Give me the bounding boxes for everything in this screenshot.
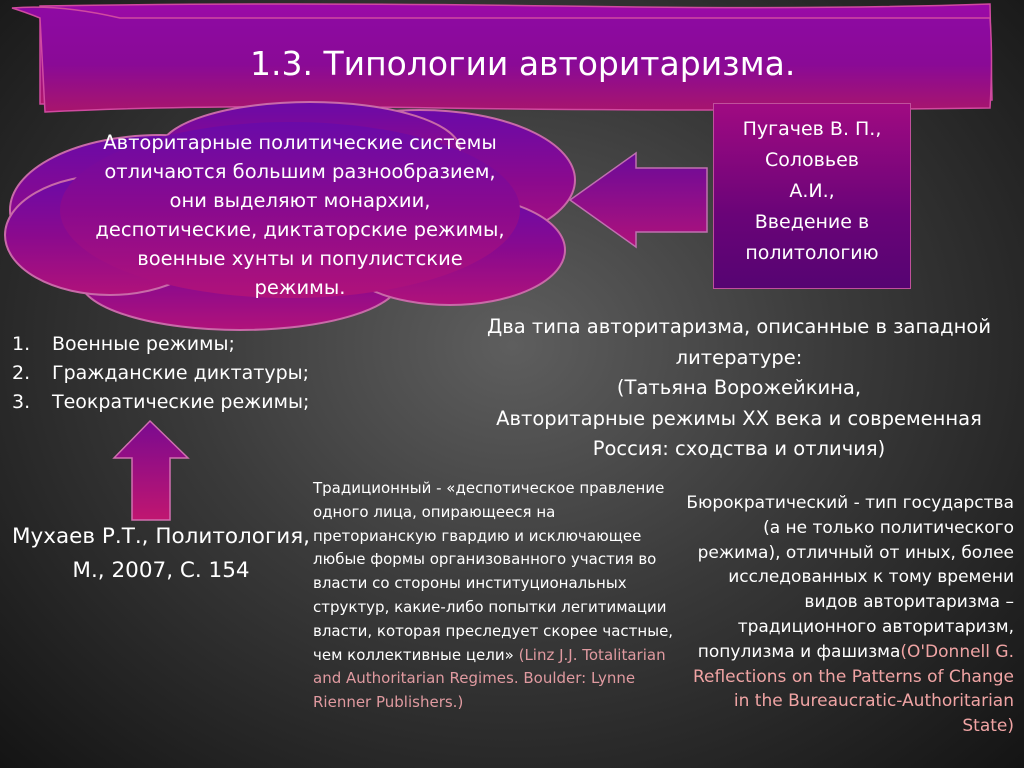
up-arrow: [114, 421, 188, 520]
author-box-line: А.И.,: [789, 180, 835, 202]
bureaucratic-citation: (O'Donnell G. Reflections on the Patterns of Change in the Bureaucratic-Authoritarian State): [692, 641, 1014, 737]
two-types-heading: Два типа авторитаризма, описанные в западной литературе: (Татьяна Ворожейкина, Авторитарные режимы XX века и современная Россия: сходства и отличия): [486, 315, 992, 460]
regime-list: [12, 330, 309, 417]
list-item: 1. Военные режимы;: [12, 333, 235, 355]
bureaucratic-type-text: [678, 491, 1014, 739]
traditional-definition: Традиционный - «деспотическое правление одного лица, опирающееся на преторианскую гвардию и исключающее любые формы организованного участия во власти со стороны институциональных структур, какие-либо попытки легитимации власти, которая преследует скорее частные, чем коллективные цели»: [313, 479, 674, 664]
slide-title: 1.3. Типологии авторитаризма.: [250, 44, 796, 83]
bureaucratic-definition: Бюрократический - тип государства (а не только политического режима), отличный от иных, более исследованных к тому времени видов авторитаризма – традиционного авторитаризм, популизма и фашизма: [686, 493, 1014, 662]
author-box-line: Соловьев: [765, 149, 859, 171]
traditional-type-text: [313, 477, 675, 715]
author-reference-box: [713, 103, 911, 289]
author-box-line: политологию: [745, 242, 879, 264]
author-box-line: Пугачев В. П.,: [742, 118, 882, 140]
list-item: 3. Теократические режимы;: [12, 391, 310, 413]
left-arrow: [570, 153, 707, 247]
author-box-line: Введение в: [754, 211, 870, 233]
traditional-citation: (Linz J.J. Totalitarian and Authoritarian Regimes. Boulder: Lynne Rienner Publishers.): [313, 645, 666, 712]
list-item: 2. Гражданские диктатуры;: [12, 362, 310, 384]
cloud-text: Авторитарные политические системы отличаются большим разнообразием, они выделяют монархии, деспотические, диктаторские режимы, военные хунты и популистские режимы.: [95, 131, 505, 299]
mukhaev-reference: Мухаев Р.Т., Политология, М., 2007, С. 154: [12, 524, 310, 583]
